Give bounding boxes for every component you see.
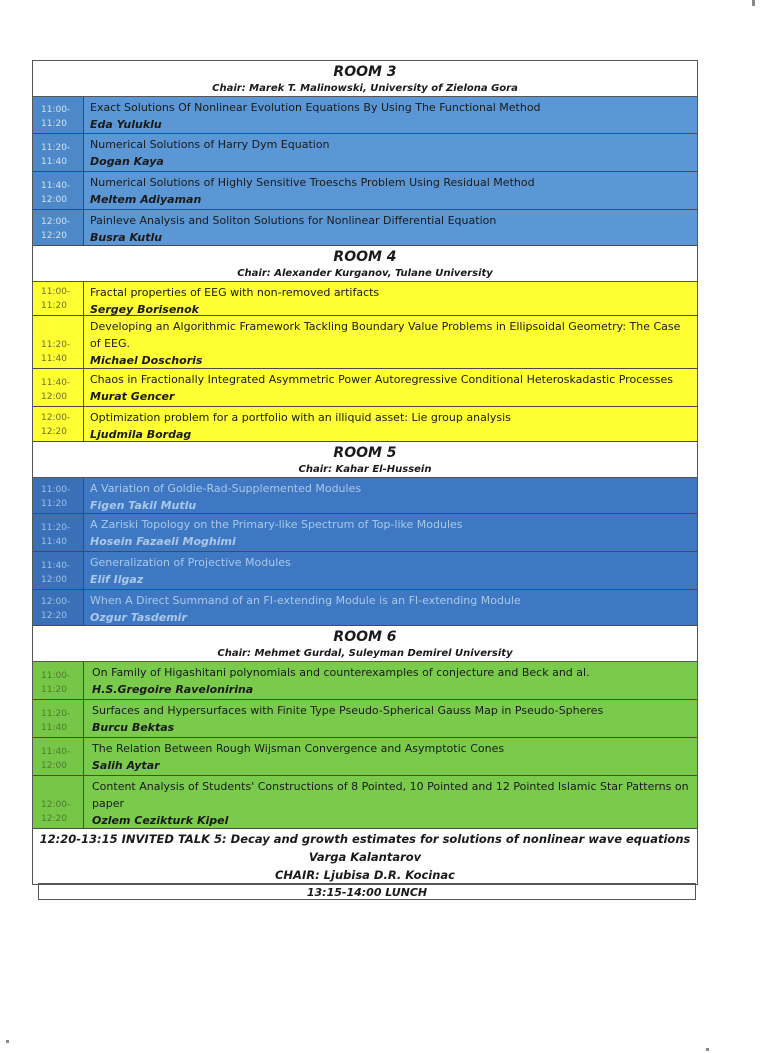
- session-content: [84, 478, 697, 513]
- room-header: [33, 442, 697, 478]
- invited-talk: [33, 829, 697, 885]
- talk-author: Ozlem Cezikturk Kipel: [92, 814, 229, 827]
- session-content: [84, 590, 697, 625]
- talk-title: On Family of Higashitani polynomials and counterexamples of conjecture and Beck and al.: [92, 666, 590, 679]
- invited-talk-line: 12:20-13:15 INVITED TALK 5: Decay and growth estimates for solutions of nonlinear wave equations: [39, 832, 691, 846]
- session-content: [84, 316, 697, 368]
- scan-mark: [706, 1048, 709, 1051]
- session-row: [33, 478, 697, 514]
- session-content: [84, 552, 697, 589]
- session-content: [84, 172, 697, 209]
- talk-author: Salih Aytar: [92, 759, 160, 772]
- session-row: [33, 210, 697, 246]
- session-time: 11:00- 11:20: [33, 97, 84, 133]
- talk-author: Eda Yuluklu: [90, 118, 162, 131]
- talk-author: Murat Gencer: [90, 390, 175, 403]
- talk-title: The Relation Between Rough Wijsman Convergence and Asymptotic Cones: [92, 742, 505, 755]
- session-content: [84, 97, 697, 133]
- session-content: [84, 738, 697, 775]
- session-row: [33, 590, 697, 626]
- session-time: 11:00- 11:20: [33, 662, 84, 699]
- talk-author: Meltem Adiyaman: [90, 193, 202, 206]
- room-title: ROOM 5: [333, 445, 397, 461]
- talk-title: Generalization of Projective Modules: [90, 556, 291, 569]
- session-time: 11:40- 12:00: [33, 552, 84, 589]
- session-content: [84, 700, 697, 737]
- talk-title: Developing an Algorithmic Framework Tackling Boundary Value Problems in Ellipsoidal Geometry: The Case of EEG.: [90, 320, 681, 350]
- session-row: [33, 738, 697, 776]
- session-time: 11:00- 11:20: [33, 478, 84, 513]
- session-row: [33, 407, 697, 442]
- session-time: 11:40- 12:00: [33, 738, 84, 775]
- session-row: [33, 134, 697, 172]
- talk-author: Michael Doschoris: [90, 354, 203, 367]
- talk-title: Fractal properties of EEG with non-removed artifacts: [90, 286, 380, 299]
- talk-author: Hosein Fazaeli Moghimi: [90, 535, 236, 548]
- room-header: [33, 246, 697, 282]
- talk-title: Numerical Solutions of Harry Dym Equation: [90, 138, 330, 151]
- talk-author: Ljudmila Bordag: [90, 428, 192, 441]
- session-content: [84, 134, 697, 171]
- talk-title: Numerical Solutions of Highly Sensitive Troeschs Problem Using Residual Method: [90, 176, 535, 189]
- talk-author: H.S.Gregoire Ravelonirina: [92, 683, 254, 696]
- session-content: [84, 369, 697, 406]
- talk-author: Elif Ilgaz: [90, 573, 144, 586]
- talk-author: Figen Takil Mutlu: [90, 499, 197, 512]
- session-time: 12:00- 12:20: [33, 590, 84, 625]
- session-time: 11:20- 11:40: [33, 316, 84, 368]
- talk-title: Content Analysis of Students' Constructions of 8 Pointed, 10 Pointed and 12 Pointed Islamic Star Patterns on paper: [92, 780, 689, 810]
- session-time: 11:00- 11:20: [33, 282, 84, 315]
- session-row: [33, 662, 697, 700]
- scan-mark: [752, 0, 755, 6]
- session-time: 11:40- 12:00: [33, 172, 84, 209]
- talk-title: A Zariski Topology on the Primary-like Spectrum of Top-like Modules: [90, 518, 463, 531]
- room-chair: Chair: Alexander Kurganov, Tulane University: [237, 268, 493, 279]
- session-row: [33, 514, 697, 552]
- session-row: [33, 316, 697, 369]
- talk-title: When A Direct Summand of an FI-extending Module is an FI-extending Module: [90, 594, 521, 607]
- room-title: ROOM 3: [333, 64, 397, 80]
- talk-title: Surfaces and Hypersurfaces with Finite Type Pseudo-Spherical Gauss Map in Pseudo-Spheres: [92, 704, 604, 717]
- scan-mark: [6, 1040, 9, 1043]
- room-title: ROOM 6: [333, 629, 397, 645]
- session-row: [33, 369, 697, 407]
- session-row: [33, 97, 697, 134]
- room-header: [33, 61, 697, 97]
- talk-author: Busra Kutlu: [90, 231, 163, 244]
- session-content: [84, 282, 697, 315]
- room-title: ROOM 4: [333, 249, 397, 265]
- session-row: [33, 282, 697, 316]
- room-chair: Chair: Kahar El-Hussein: [298, 464, 432, 475]
- talk-title: Painleve Analysis and Soliton Solutions for Nonlinear Differential Equation: [90, 214, 497, 227]
- session-time: 12:00- 12:20: [33, 407, 84, 441]
- room-chair: Chair: Mehmet Gurdal, Suleyman Demirel University: [217, 648, 513, 659]
- talk-title: Chaos in Fractionally Integrated Asymmetric Power Autoregressive Conditional Heteroskadastic Processes: [90, 373, 673, 386]
- session-content: [84, 514, 697, 551]
- session-row: [33, 552, 697, 590]
- talk-title: Exact Solutions Of Nonlinear Evolution Equations By Using The Functional Method: [90, 101, 541, 114]
- talk-author: Burcu Bektas: [92, 721, 175, 734]
- session-time: 11:20- 11:40: [33, 134, 84, 171]
- session-time: 12:00- 12:20: [33, 210, 84, 245]
- invited-speaker: Varga Kalantarov: [308, 850, 422, 864]
- session-content: [84, 407, 697, 441]
- talk-author: Dogan Kaya: [90, 155, 164, 168]
- session-row: [33, 700, 697, 738]
- session-content: [84, 776, 697, 828]
- session-time: 11:20- 11:40: [33, 514, 84, 551]
- session-content: [84, 210, 697, 245]
- talk-author: Sergey Borisenok: [90, 303, 199, 316]
- talk-title: A Variation of Goldie-Rad-Supplemented Modules: [90, 482, 362, 495]
- session-content: [84, 662, 697, 699]
- session-time: 11:20- 11:40: [33, 700, 84, 737]
- session-time: 11:40- 12:00: [33, 369, 84, 406]
- session-time: 12:00- 12:20: [33, 776, 84, 828]
- talk-author: Ozgur Tasdemir: [90, 611, 187, 624]
- session-row: [33, 172, 697, 210]
- room-chair: Chair: Marek T. Malinowski, University of Zielona Gora: [212, 83, 518, 94]
- talk-title: Optimization problem for a portfolio with an illiquid asset: Lie group analysis: [90, 411, 511, 424]
- lunch-break: 13:15-14:00 LUNCH: [38, 883, 696, 900]
- room-header: [33, 626, 697, 662]
- session-row: [33, 776, 697, 829]
- invited-chair: CHAIR: Ljubisa D.R. Kocinac: [274, 868, 455, 882]
- schedule-table: [32, 60, 698, 885]
